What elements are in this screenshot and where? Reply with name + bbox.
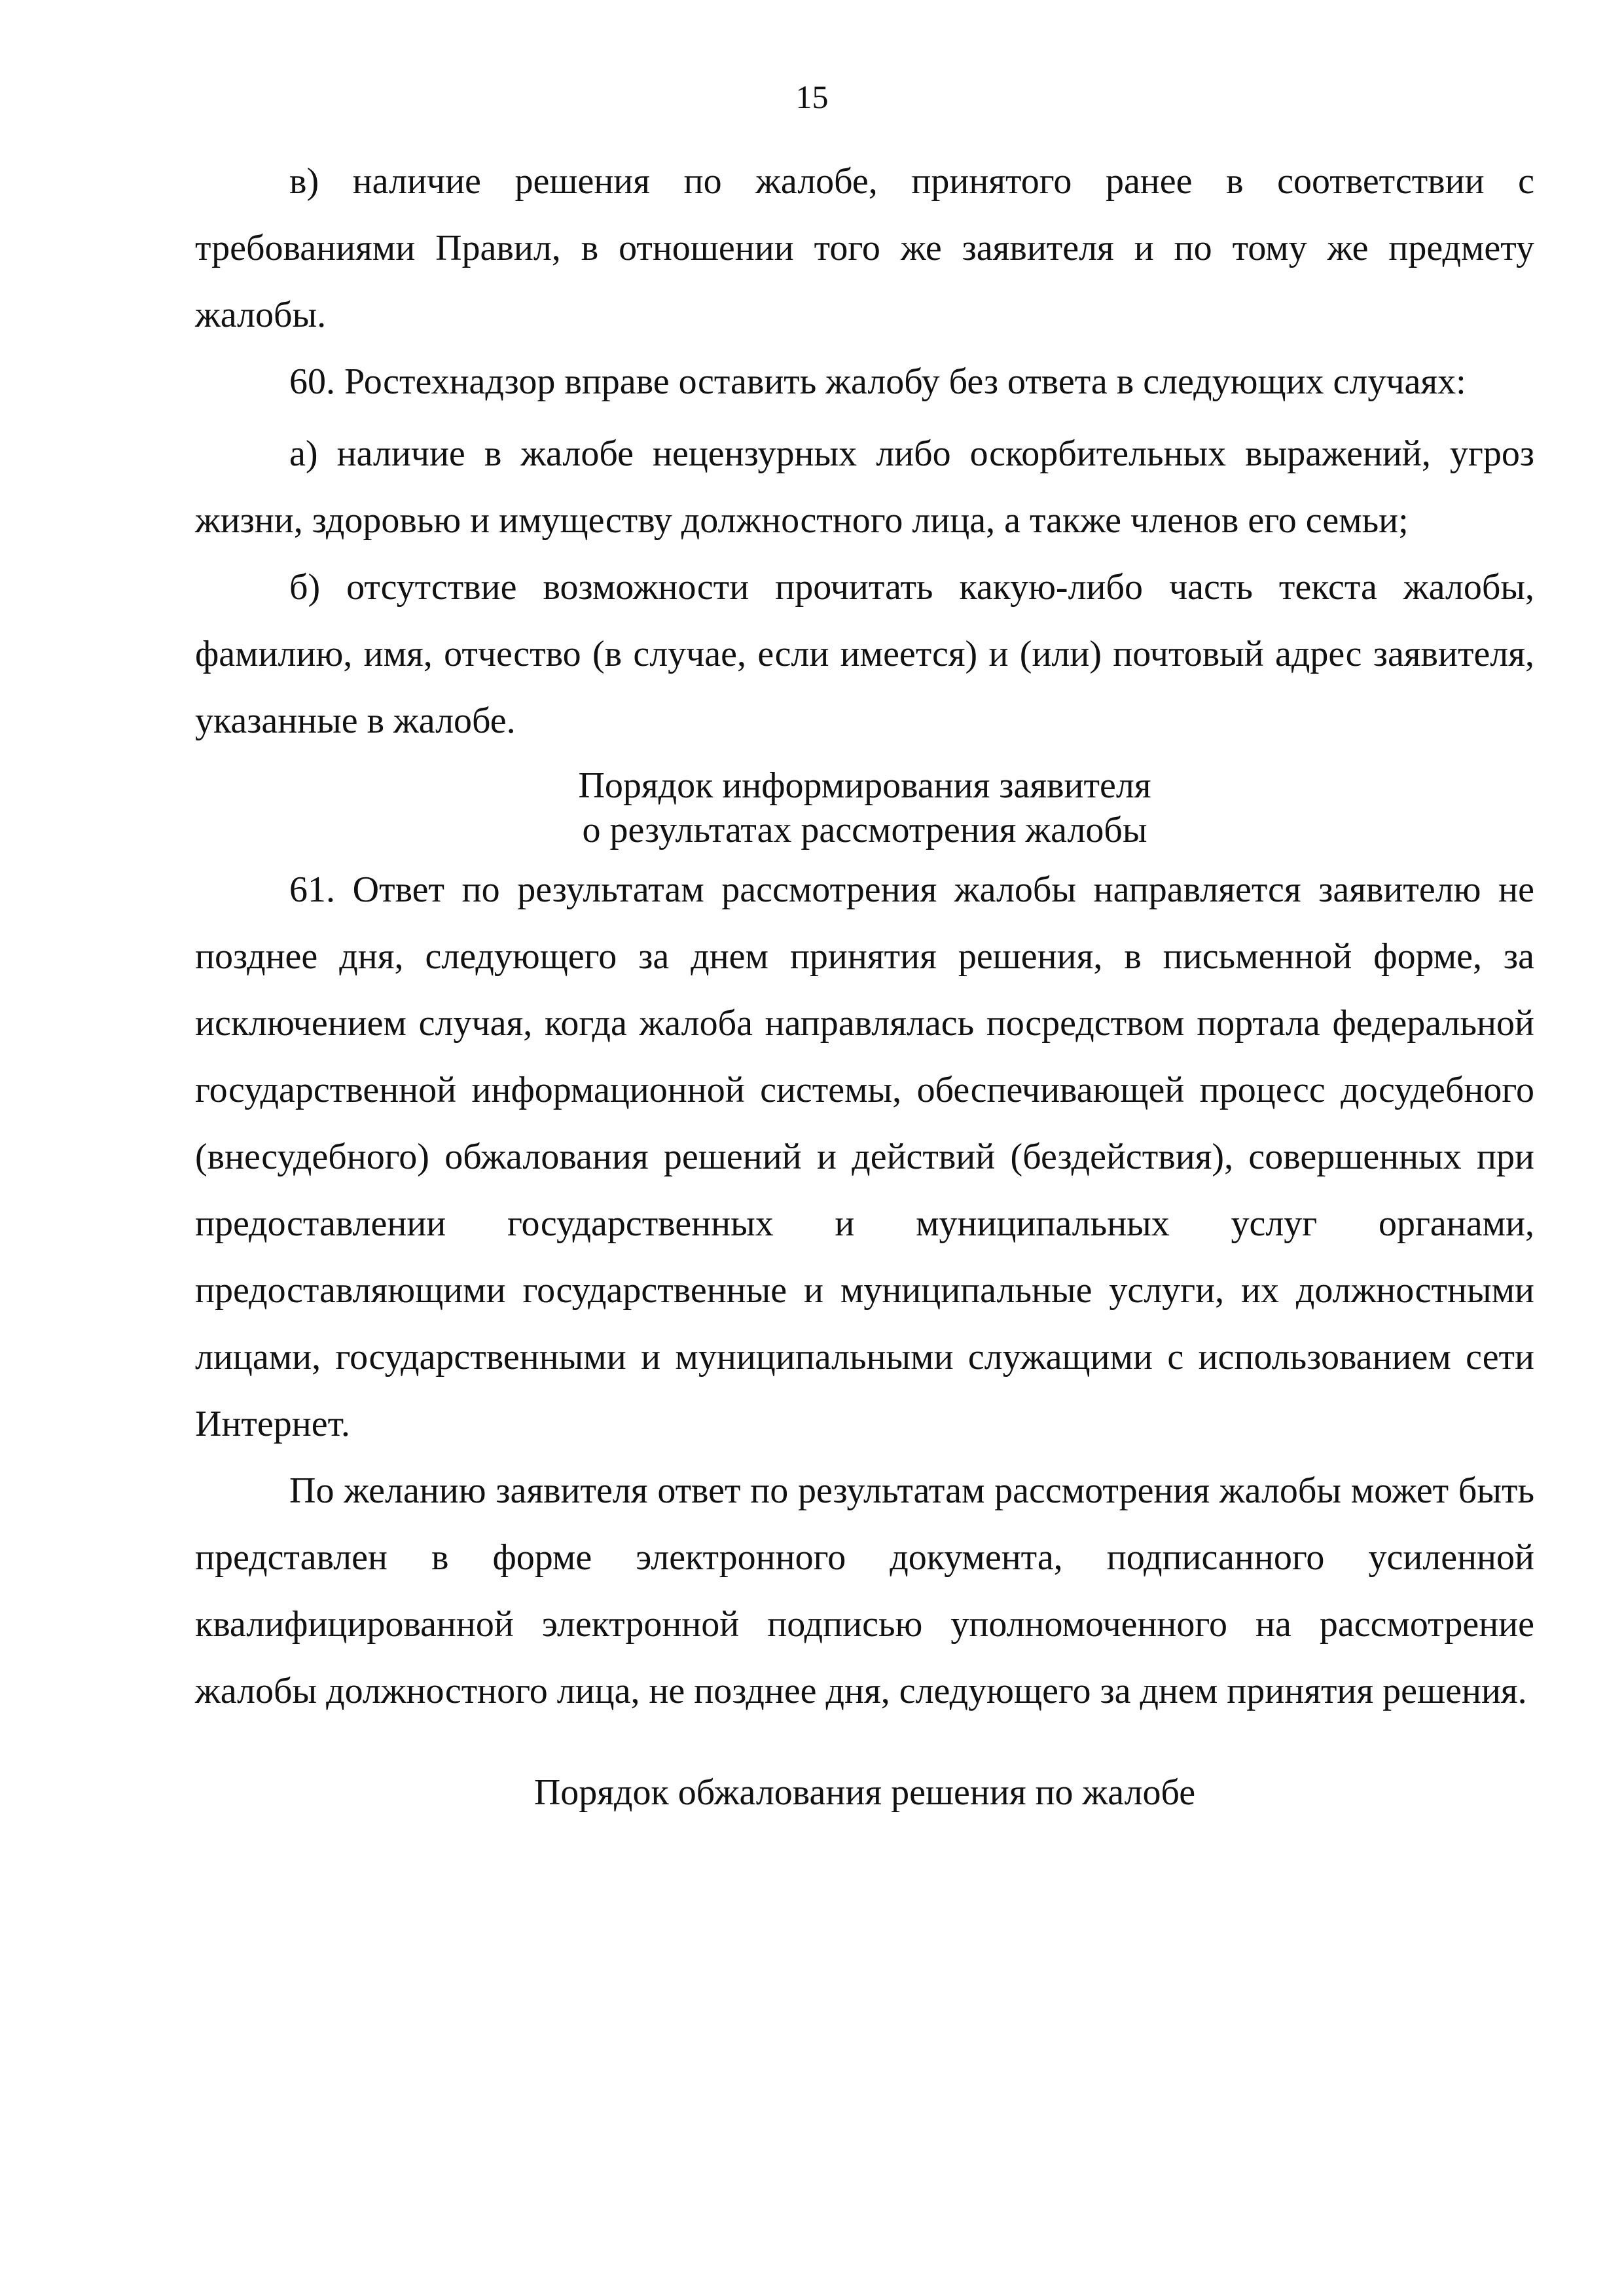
- paragraph-v: в) наличие решения по жалобе, принятого ранее в соответствии с требованиями Правил, в отношении того же заявителя и по тому же предмету жалобы.: [195, 161, 1534, 335]
- section-heading-informing: [195, 763, 1534, 852]
- paragraph-61: 61. Ответ по результатам рассмотрения жалобы направляется заявителю не позднее дня, следующего за днем принятия решения, в письменной форме, за исключением случая, когда жалоба направлялась посредством портала федеральной государственной информационной системы, обеспечивающей процесс досудебного (внесудебного) обжалования решений и действий (бездействия), совершенных при предоставлении государственных и муниципальных услуг органами, предоставляющими государственные и муниципальные услуги, их должностными лицами, государственными и муниципальными служащими с использованием сети Интернет.: [195, 869, 1534, 1444]
- paragraph-b: б) отсутствие возможности прочитать какую-либо часть текста жалобы, фамилию, имя, отчество (в случае, если имеется) и (или) почтовый адрес заявителя, указанные в жалобе.: [195, 567, 1534, 741]
- section-heading-appeal: Порядок обжалования решения по жалобе: [533, 1772, 1196, 1813]
- section-heading-line-2: о результатах рассмотрения жалобы: [582, 810, 1147, 850]
- paragraph-electronic-answer: По желанию заявителя ответ по результатам рассмотрения жалобы может быть представлен в форме электронного документа, подписанного усиленной квалифицированной электронной подписью уполномоченного на рассмотрение жалобы должностного лица, не позднее дня, следующего за днем принятия решения.: [195, 1470, 1534, 1711]
- document-body: [195, 148, 1534, 1819]
- page-number: 15: [795, 79, 829, 115]
- section-heading-line-1: Порядок информирования заявителя: [578, 765, 1151, 806]
- paragraph-a: а) наличие в жалобе нецензурных либо оскорбительных выражений, угроз жизни, здоровью и имуществу должностного лица, а также членов его семьи;: [195, 433, 1534, 541]
- paragraph-60: 60. Ростехнадзор вправе оставить жалобу без ответа в следующих случаях:: [289, 361, 1466, 402]
